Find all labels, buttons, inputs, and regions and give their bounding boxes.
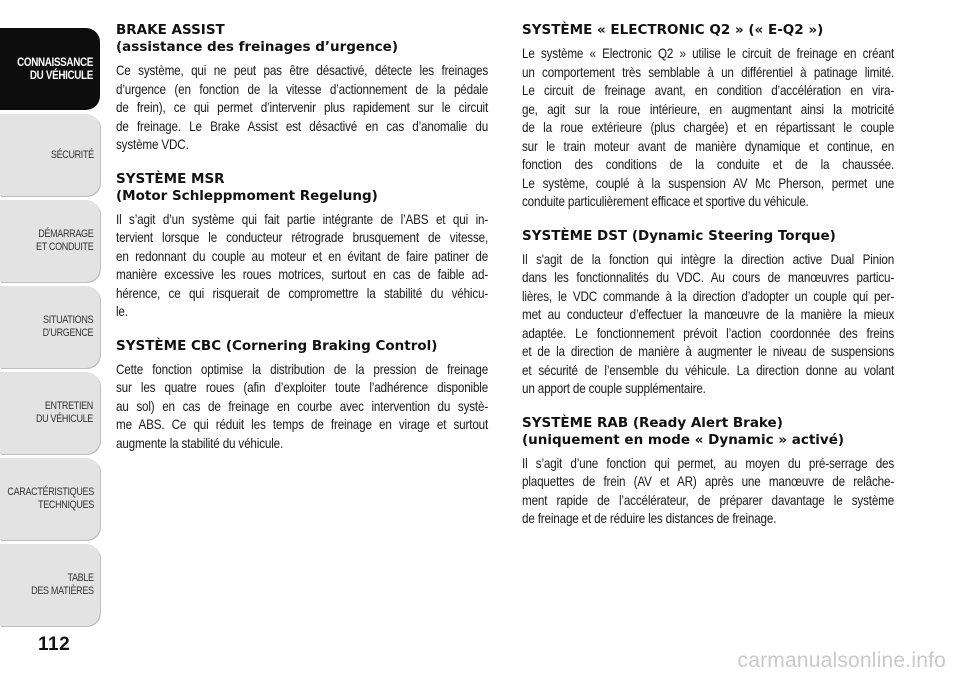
body-line: ge, agit sur la roue intérieure, en augmentant ainsi la motricité xyxy=(522,101,895,117)
heading-line: SYSTÈME CBC (Cornering Braking Control) xyxy=(116,337,438,354)
body-line: de freinage et de réduire les distances de freinage. xyxy=(522,511,777,526)
tab-label: DÉMARRAGE ET CONDUITE xyxy=(36,228,94,253)
section-heading xyxy=(522,415,894,449)
chapter-tabs xyxy=(0,0,102,640)
section-body xyxy=(116,361,488,454)
tab-label: TABLE DES MATIÈRES xyxy=(30,572,94,597)
heading-line: SYSTÈME DST (Dynamic Steering Torque) xyxy=(522,227,836,244)
section-body xyxy=(522,45,894,212)
body-line: et sécurité de l’ensemble du véhicule. La direction donne au volant xyxy=(522,362,895,378)
section xyxy=(116,171,488,322)
body-line: tervient lorsque le conducteur rétrograde brusquement de vitesse, xyxy=(116,230,489,245)
tab-label: ENTRETIEN DU VÉHICULE xyxy=(36,400,94,425)
watermark: carmanualsonline.info xyxy=(737,649,946,672)
tab-securite[interactable] xyxy=(0,114,100,196)
body-line: met au conducteur d’effectuer la manœuvre de la manière la mieux xyxy=(522,307,895,322)
heading-line: (Motor Schleppmoment Regelung) xyxy=(116,187,378,204)
body-line: plaquettes de frein (AV et AR) après une manœuvre de relâche- xyxy=(522,474,895,489)
body-line: Le système, couplé à la suspension AV Mc Pherson, permet une xyxy=(522,175,895,191)
heading-line: SYSTÈME RAB (Ready Alert Brake) xyxy=(522,414,783,431)
body-line: Ce système, qui ne peut pas être désactivé, détecte les freinages xyxy=(116,63,489,78)
body-line: au sol) en cas de freinage en courbe avec intervention du systè- xyxy=(116,398,489,414)
tab-label: SITUATIONS D’URGENCE xyxy=(42,314,94,339)
body-line: fonction des conditions de la conduite et de la chaussée. xyxy=(522,157,895,172)
section xyxy=(522,22,894,212)
tab-caracteristiques-techniques[interactable] xyxy=(0,458,100,540)
heading-line: SYSTÈME « ELECTRONIC Q2 » (« E-Q2 ») xyxy=(522,22,824,38)
body-line: Cette fonction optimise la distribution de la pression de freinage xyxy=(116,361,489,377)
body-line: et de la direction de manière à augmenter le niveau de suspensions xyxy=(522,344,895,359)
tab-connaissance-du-vehicule[interactable] xyxy=(0,28,100,110)
tab-demarrage-et-conduite[interactable] xyxy=(0,200,100,282)
tab-label: CONNAISSANCE DU VÉHICULE xyxy=(17,55,94,82)
body-line: de frein), ce qui permet d’intervenir plus rapidement sur le circuit xyxy=(116,100,489,115)
heading-line: (uniquement en mode « Dynamic » activé) xyxy=(522,431,845,448)
heading-line: (assistance des freinages d’urgence) xyxy=(116,39,399,55)
section-body xyxy=(116,62,488,155)
body-line: dans les fonctionnalités du VDC. Au cours de manœuvres particu- xyxy=(522,270,895,285)
body-line: augmente la stabilité du véhicule. xyxy=(116,435,284,451)
section-body xyxy=(116,211,488,322)
tab-label: SÉCURITÉ xyxy=(50,148,94,161)
tab-table-des-matieres[interactable] xyxy=(0,544,100,626)
body-line: un comportement très semblable à un différentiel à patinage limité. xyxy=(522,64,895,80)
left-column xyxy=(116,22,488,469)
body-line: système VDC. xyxy=(116,137,189,152)
body-line: le. xyxy=(116,304,128,319)
body-line: sur les quatre roues (afin d’exploiter toute l’adhérence disponible xyxy=(116,380,489,395)
page-number: 112 xyxy=(38,634,71,655)
body-line: Le système « Electronic Q2 » utilise le circuit de freinage en créant xyxy=(522,46,895,61)
body-line: manière excessive les roues motrices, surtout en cas de faible ad- xyxy=(116,267,489,282)
section-heading xyxy=(116,338,488,355)
heading-line: SYSTÈME MSR xyxy=(116,170,225,187)
section xyxy=(522,415,894,529)
section-heading xyxy=(116,171,488,205)
body-line: hérence, ce qui risquerait de compromettre la stabilité du véhicu- xyxy=(116,285,489,301)
section xyxy=(116,338,488,454)
body-line: de freinage. Le Brake Assist est désactivé en cas d’anomalie du xyxy=(116,118,489,134)
tab-situations-d-urgence[interactable] xyxy=(0,286,100,368)
body-line: Il s’agit d’un système qui fait partie intégrante de l’ABS et qui in- xyxy=(116,211,489,227)
tab-entretien-du-vehicule[interactable] xyxy=(0,372,100,454)
body-line: sur le train moteur avant de manière dynamique et continue, en xyxy=(522,138,895,154)
body-line: Il s'agit de la fonction qui intègre la direction active Dual Pinion xyxy=(522,251,895,267)
heading-line: BRAKE ASSIST xyxy=(116,22,225,38)
body-line: en redonnant du couple au moteur et en évitant de faire patiner de xyxy=(116,248,489,264)
section xyxy=(522,228,894,399)
section-heading xyxy=(522,22,894,39)
body-line: de la roue extérieure (plus chargée) et en répartissant le couple xyxy=(522,120,895,135)
body-line: un apport de couple supplémentaire. xyxy=(522,381,706,396)
body-line: Il s’agit d’une fonction qui permet, au moyen du pré-serrage des xyxy=(522,455,895,471)
section xyxy=(116,22,488,155)
right-column xyxy=(522,22,894,545)
body-line: conduite particulièrement efficace et sportive du véhicule. xyxy=(522,194,809,209)
body-line: d’urgence (en fonction de la vitesse d’actionnement de la pédale xyxy=(116,81,489,97)
section-body xyxy=(522,251,894,399)
section-heading xyxy=(116,22,488,56)
section-heading xyxy=(522,228,894,245)
body-line: adaptée. Le fonctionnement prévoit l’action coordonnée des freins xyxy=(522,325,895,341)
tab-label: CARACTÉRISTIQUES TECHNIQUES xyxy=(6,486,94,511)
body-line: ment rapide de l’accélérateur, de préparer davantage le système xyxy=(522,492,895,508)
section-body xyxy=(522,455,894,529)
body-line: Le circuit de freinage avant, en condition d’accélération en vira- xyxy=(522,83,895,98)
body-line: lières, le VDC commande à la direction d’adopter un couple qui per- xyxy=(522,288,895,304)
body-line: me ABS. Ce qui réduit les temps de freinage en virage et surtout xyxy=(116,417,489,432)
